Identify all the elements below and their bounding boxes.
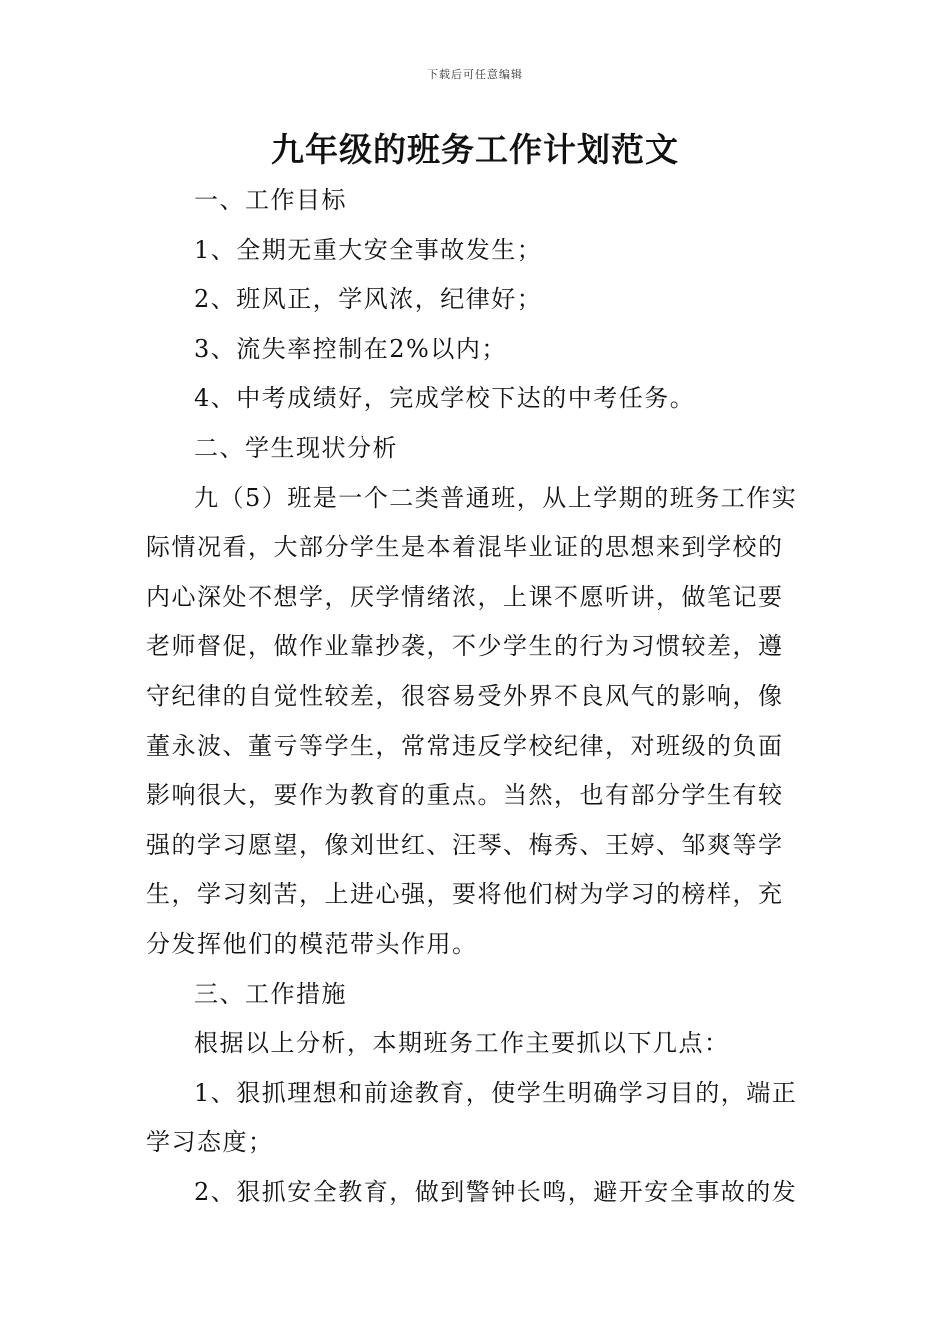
header-note: 下载后可任意编辑 [427, 68, 523, 81]
document-body [146, 176, 806, 1217]
measure-item-1: 1、狠抓理想和前途教育，使学生明确学习目的，端正学习态度； [146, 1078, 798, 1157]
measures-intro: 根据以上分析，本期班务工作主要抓以下几点： [194, 1029, 730, 1058]
heading-student-analysis: 二、学生现状分析 [194, 433, 398, 462]
analysis-paragraph: 九（5）班是一个二类普通班，从上学期的班务工作实际情况看，大部分学生是本着混毕业证的思想来到学校的内心深处不想学，厌学情绪浓，上课不愿听讲，做笔记要老师督促，做作业靠抄袭，不少学生的行为习惯较差，遵守纪律的自觉性较差，很容易受外界不良风气的影响，像董永波、董亏等学生，常常违反学校纪律，对班级的负面影响很大，要作为教育的重点。当然，也有部分学生有较强的学习愿望，像刘世红、汪琴、梅秀、王婷、邹爽等学生，学习刻苦，上进心强，要将他们树为学习的榜样，充分发挥他们的模范带头作用。 [146, 483, 798, 958]
document-title: 九年级的班务工作计划范文 [271, 130, 679, 169]
heading-work-goals: 一、工作目标 [194, 186, 347, 214]
goal-item-2: 2、班风正，学风浓，纪律好； [194, 285, 543, 314]
heading-work-measures: 三、工作措施 [194, 979, 347, 1008]
goal-item-4: 4、中考成绩好，完成学校下达的中考任务。 [194, 384, 696, 413]
goal-item-3: 3、流失率控制在2%以内； [194, 334, 507, 363]
goal-item-1: 1、全期无重大安全事故发生； [194, 235, 543, 264]
measure-item-2: 2、狠抓安全教育，做到警钟长鸣，避开安全事故的发 [194, 1177, 798, 1206]
